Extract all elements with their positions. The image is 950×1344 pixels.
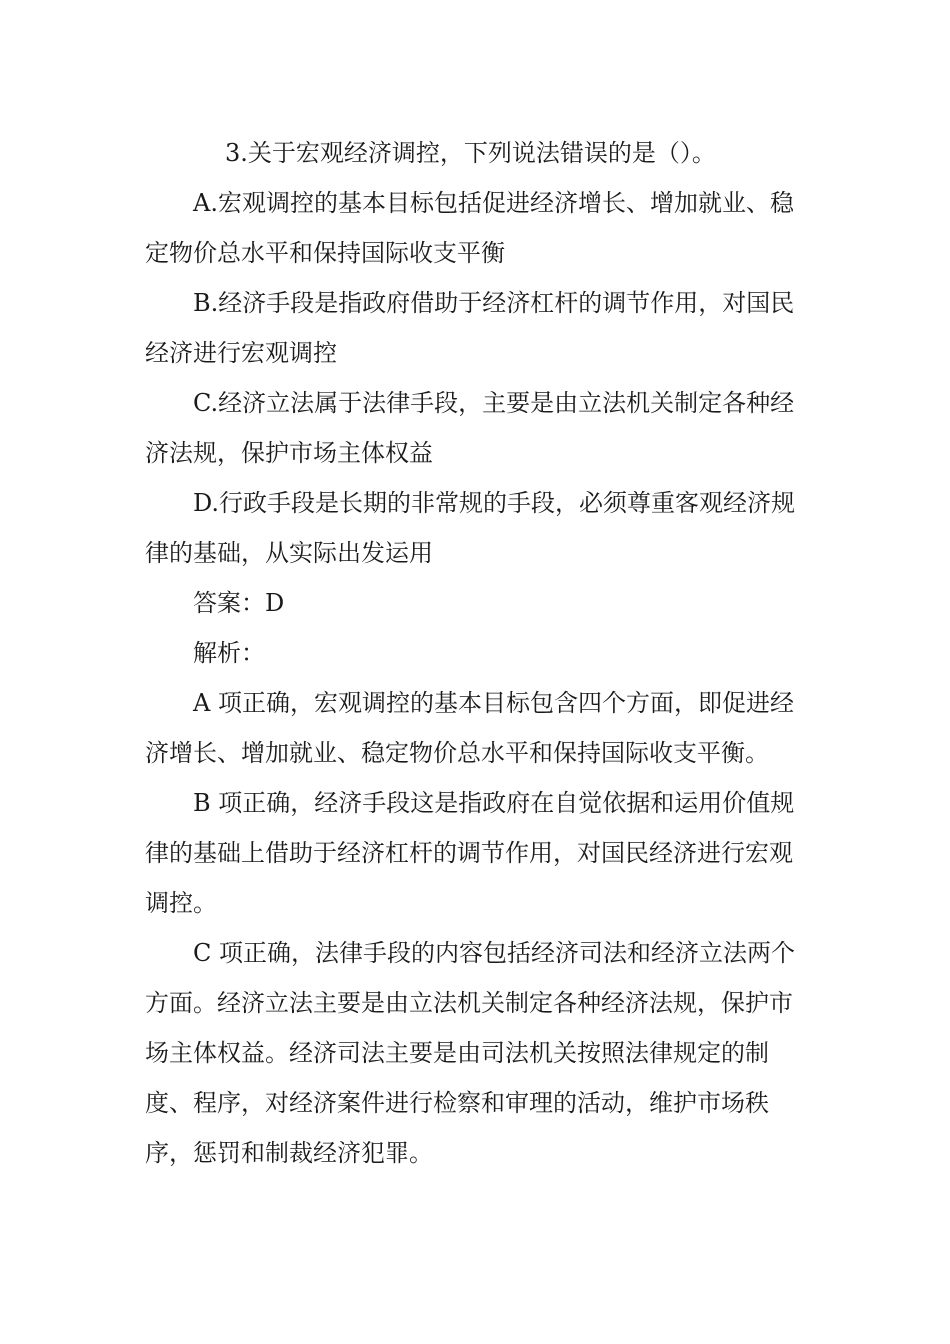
answer-line: 答案：D [193, 589, 285, 617]
option-b: B.经济手段是指政府借助于经济杠杆的调节作用，对国民经济进行宏观调控 [145, 289, 795, 367]
analysis-b: B 项正确，经济手段这是指政府在自觉依据和运用价值规律的基础上借助于经济杠杆的调节作用，对国民经济进行宏观调控。 [145, 789, 795, 917]
analysis-a: A 项正确，宏观调控的基本目标包含四个方面，即促进经济增长、增加就业、稳定物价总水平和保持国际收支平衡。 [145, 689, 794, 767]
option-c: C.经济立法属于法律手段，主要是由立法机关制定各种经济法规，保护市场主体权益 [145, 389, 795, 467]
question-title: 3.关于宏观经济调控，下列说法错误的是（）。 [225, 139, 716, 167]
analysis-c: C 项正确，法律手段的内容包括经济司法和经济立法两个方面。经济立法主要是由立法机关制定各种经济法规，保护市场主体权益。经济司法主要是由司法机关按照法律规定的制度、程序，对经济案件进行检察和审理的活动，维护市场秩序，惩罚和制裁经济犯罪。 [145, 939, 795, 1167]
document-body [145, 128, 805, 1178]
option-a: A.宏观调控的基本目标包括促进经济增长、增加就业、稳定物价总水平和保持国际收支平衡 [145, 189, 794, 267]
analysis-label: 解析： [193, 639, 265, 667]
option-d: D.行政手段是长期的非常规的手段，必须尊重客观经济规律的基础，从实际出发运用 [145, 489, 796, 567]
